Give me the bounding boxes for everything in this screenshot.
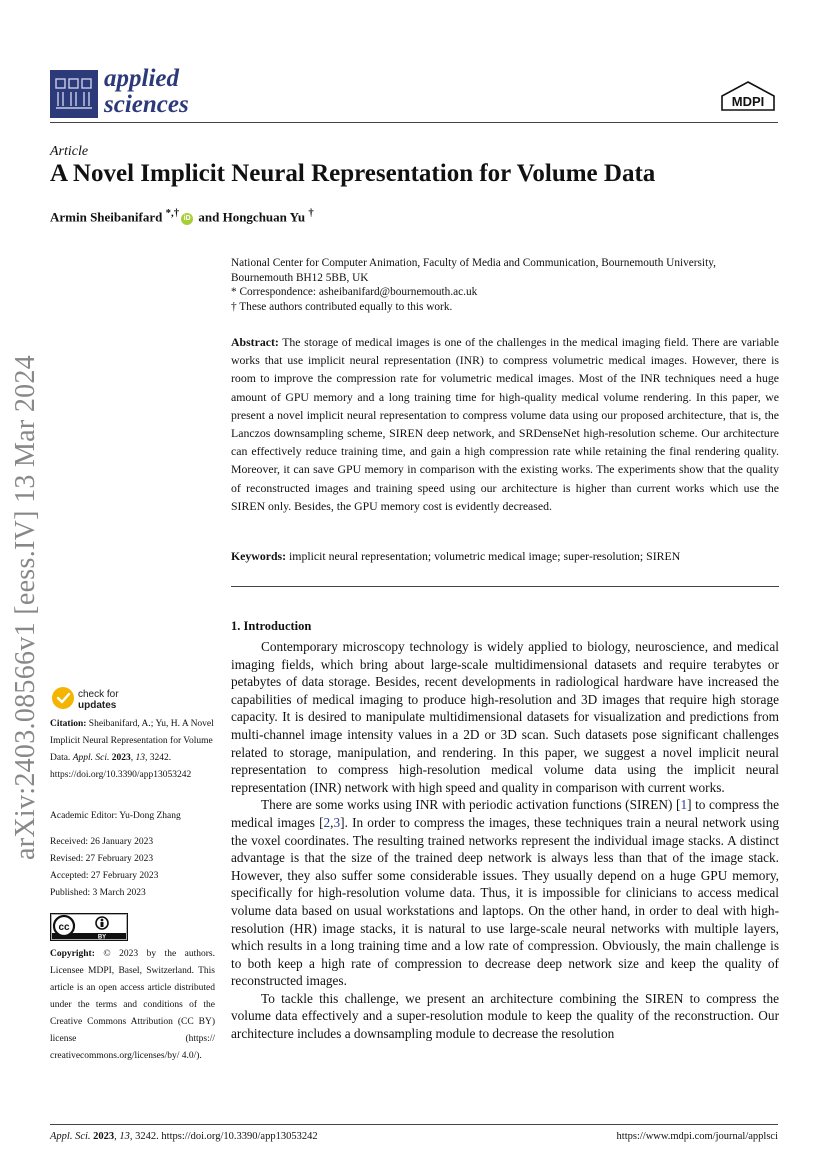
check-for-updates-button[interactable]	[50, 684, 130, 716]
paragraph: Contemporary microscopy technology is widely applied to biology, neuroscience, and medical imaging fields, which bring about large-scale multidimensional datasets and require terabytes or petabytes of data storage. Besides, recent developments in radiological hardware have increased the capabilities of medical imaging to produce high-resolution and 3D images that require high storage capacity. It is desired to manipulate multidimensional datasets for visualization and predictions from multi-channel image intensity values in a 2D or 3D scan. Such datasets pose significant challenges related to storage, manipulation, and rendering. In this paper, we suggest a novel implicit neural representation to compress high-resolution medical volume data using the implicit neural representation (INR) network with high speed and quality in comparison with current works.	[231, 639, 779, 795]
citation-doi[interactable]: 3242. https://doi.org/10.3390/app13053242	[50, 753, 192, 780]
revised-date: Revised: 27 February 2023	[50, 854, 154, 864]
keywords-label: Keywords:	[231, 549, 287, 563]
section-heading: 1. Introduction	[231, 619, 312, 633]
author-marks: †	[308, 207, 314, 219]
paragraph: To tackle this challenge, we present an architecture combining the SIREN to compress the volume data effectively and a super-resolution module to keep the quality of the reconstruction. Our architecture includes a downsampling module to decrease the resolution	[231, 990, 779, 1042]
citation-link[interactable]: 3	[333, 814, 341, 830]
journal-name-line1: applied	[104, 65, 179, 92]
footer-volume: , 13,	[114, 1131, 133, 1142]
text-run: ] to compress the medical images [	[231, 797, 779, 830]
text-run: There are some works using INR with periodic activation functions (SIREN) [	[261, 797, 681, 813]
cc-label: cc	[58, 922, 70, 933]
orcid-icon[interactable]: iD	[181, 213, 193, 225]
check-updates-icon	[52, 687, 74, 709]
abstract-text: The storage of medical images is one of the challenges in the medical imaging field. There are variable works that use implicit neural representation (INR) to compress volumetric medical images. However, there is room to improve the compression rate for volumetric medical images. Most of the INR techniques need a huge amount of GPU memory and a long training time for high-quality medical volume rendering. In this paper, we present a novel implicit neural representation to compress volume data using our proposed architecture, that is, the Lanczos downsampling scheme, SIREN deep network, and SRDenseNet high-resolution scheme. Our architecture can effectively reduce training time, and gain a high compression rate while retaining the final rendering quality. Moreover, it can save GPU memory in comparison with the existing works. The experiments show that the quality of reconstructed images and training speed using our architecture is higher than current works which use the SIREN only. Besides, the GPU memory cost is evidently decreased.	[231, 335, 779, 513]
article-dates	[50, 834, 215, 902]
equal-contribution-note: † These authors contributed equally to this work.	[231, 301, 453, 313]
check-updates-line2: updates	[78, 700, 117, 711]
header-divider	[50, 122, 778, 123]
journal-logo-icon	[50, 70, 98, 118]
mdpi-logo-icon	[719, 80, 777, 116]
citation-year: 2023	[109, 753, 131, 763]
correspondence-note: * Correspondence: asheibanifard@bournemouth.ac.uk	[231, 286, 478, 298]
citation-text: Sheibanifard, A.; Yu, H. A Novel Implicit Neural Representation for Volume Data.	[50, 719, 214, 763]
cc-by-license-icon[interactable]	[50, 913, 128, 941]
received-date: Received: 26 January 2023	[50, 837, 154, 847]
footer-journal-url[interactable]: https://www.mdpi.com/journal/applsci	[616, 1131, 778, 1142]
footer-citation	[50, 1131, 318, 1142]
citation-label: Citation:	[50, 719, 87, 729]
footer-doi[interactable]: 3242. https://doi.org/10.3390/app13053242	[132, 1131, 318, 1142]
article-title: A Novel Implicit Neural Representation for Volume Data	[50, 160, 656, 187]
citation-link[interactable]: 2	[323, 814, 331, 830]
cc-by-label: BY	[97, 934, 107, 941]
article-type: Article	[50, 144, 89, 159]
paragraph	[231, 796, 779, 990]
keywords	[231, 549, 779, 564]
journal-name-line2: sciences	[104, 91, 189, 118]
affiliation: National Center for Computer Animation, Faculty of Media and Communication, Bournemouth University, Bournemouth BH12 5BB, UK	[231, 257, 716, 284]
introduction-body	[231, 638, 779, 1043]
arxiv-stamp: arXiv:2403.08566v1 [eess.IV] 13 Mar 2024	[10, 354, 41, 860]
publisher-name: MDPI	[731, 94, 765, 109]
copyright-notice	[50, 946, 215, 1065]
author-marks: *,†	[165, 207, 180, 219]
academic-editor: Academic Editor: Yu-Dong Zhang	[50, 811, 181, 821]
author-name[interactable]: Hongchuan Yu	[222, 209, 306, 225]
abstract-divider	[231, 586, 779, 587]
author-separator: and	[195, 209, 223, 225]
abstract-label: Abstract:	[231, 335, 279, 349]
keywords-text: implicit neural representation; volumetric medical image; super-resolution; SIREN	[286, 549, 681, 563]
citation-volume: , 13,	[130, 753, 148, 763]
author-name[interactable]: Armin Sheibanifard	[50, 209, 163, 225]
abstract	[231, 333, 779, 515]
citation-journal: Appl. Sci.	[72, 753, 110, 763]
author-list	[50, 207, 314, 225]
copyright-label: Copyright:	[50, 949, 95, 959]
footer-divider	[50, 1124, 778, 1125]
footer-year: 2023	[90, 1131, 115, 1142]
journal-name	[104, 66, 189, 118]
citation-block	[50, 716, 215, 784]
check-updates-line1: check for	[78, 689, 119, 700]
published-date: Published: 3 March 2023	[50, 888, 146, 898]
copyright-text: © 2023 by the authors. Licensee MDPI, Basel, Switzerland. This article is an open access article distributed under the terms and conditions of the Creative Commons Attribution (CC BY) license (https:// creativecommons.org/licenses/by/ 4.0/).	[50, 949, 215, 1061]
citation-link[interactable]: 1	[680, 797, 688, 813]
accepted-date: Accepted: 27 February 2023	[50, 871, 159, 881]
text-run: ]. In order to compress the images, these techniques train a neural network using the voxel coordinates. The resulting trained networks represent the individual image stacks. A distinct advantage is that the size of the trained deep network is always less than that of the image stack. However, they also suffer some considerable issues. They usually depend on a huge GPU memory, specifically for high-resolution volume data. Thus, it is impossible for clinicians to access medical volume data based on usual workstations and laptops. On the other hand, in order to deal with high-resolution (HR) image stacks, it is natural to use large-scale neural networks with multiple layers, which results in a long training time and a low rate of compression. Obviously, the main challenge is to both keep a high rate of compression to decrease deep network size and keep the quality of reconstructed images.	[231, 814, 779, 989]
text-run: ,	[330, 814, 334, 830]
footer-journal: Appl. Sci.	[50, 1131, 91, 1142]
